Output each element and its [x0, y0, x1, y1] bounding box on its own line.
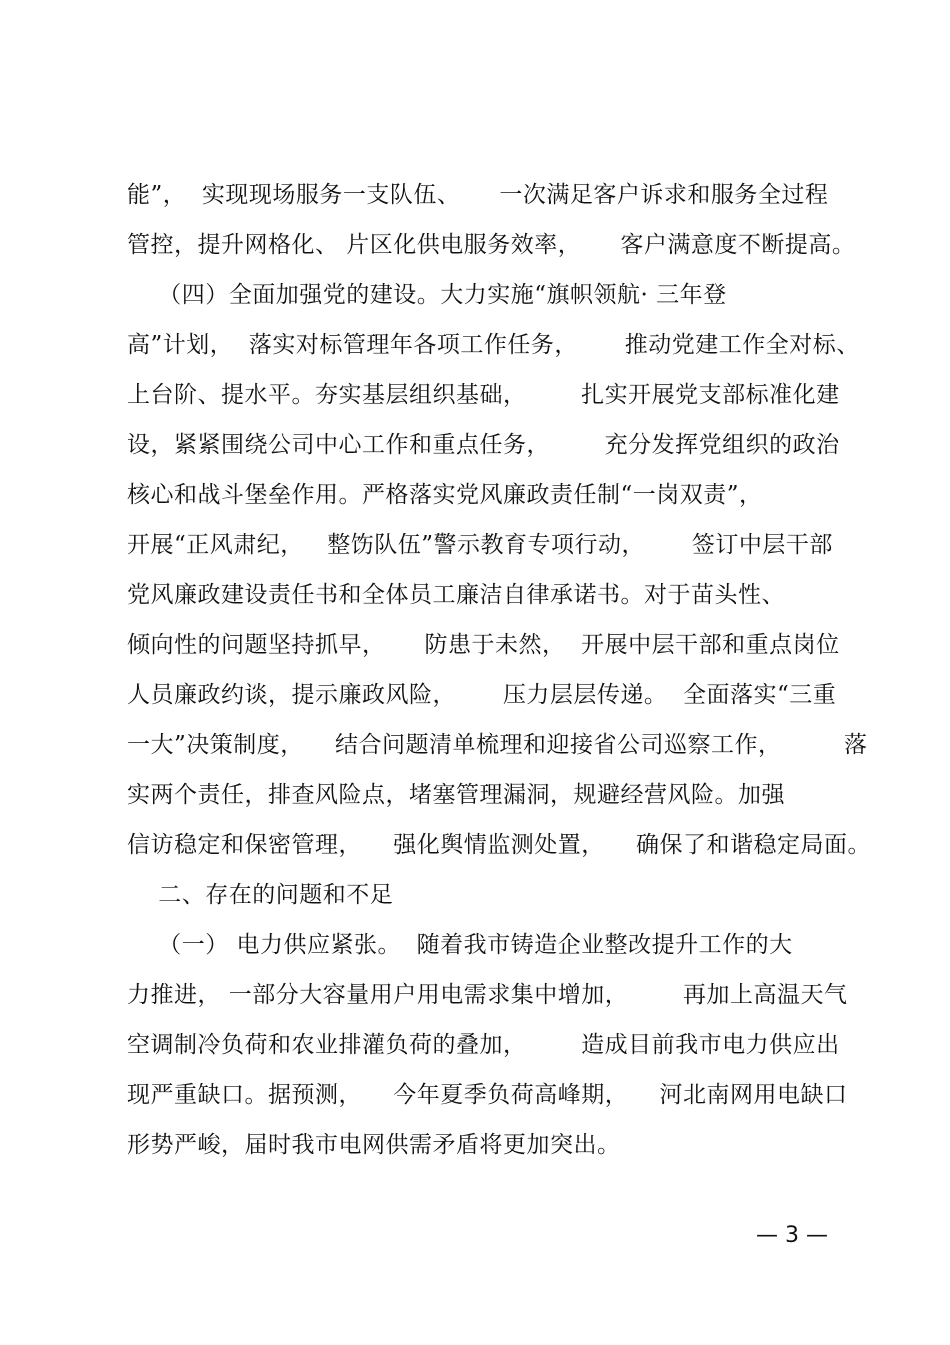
text-line: 倾向性的问题坚持抓早， 防患于未然， 开展中层干部和重点岗位 — [127, 632, 840, 658]
text-line: 现严重缺口。据预测， 今年夏季负荷高峰期， 河北南网用电缺口 — [127, 1082, 848, 1108]
text-line: 人员廉政约谈，提示廉政风险， 压力层层传递。 全面落实“三重 — [127, 682, 837, 708]
text-line: 信访稳定和保密管理， 强化舆情监测处置， 确保了和谐稳定局面。 — [127, 832, 871, 858]
text-line: 能”， 实现现场服务一支队伍、 一次满足客户诉求和服务全过程 — [127, 182, 829, 208]
text-line: 上台阶、提水平。夯实基层组织基础， 扎实开展党支部标准化建 — [127, 382, 840, 408]
text-line: 实两个责任，排查风险点，堵塞管理漏洞，规避经营风险。加强 — [127, 782, 785, 808]
section-heading-line: 二、存在的问题和不足 — [127, 882, 394, 908]
text-line: 高”计划， 落实对标管理年各项工作任务， 推动党建工作全对标、 — [127, 332, 860, 358]
text-line: 力推进， 一部分大容量用户用电需求集中增加， 再加上高温天气 — [127, 982, 848, 1008]
page-number: — 3 — — [756, 1223, 828, 1248]
text-line: 党风廉政建设责任书和全体员工廉洁自律承诺书。对于苗头性、 — [127, 582, 785, 608]
text-line: 设，紧紧围绕公司中心工作和重点任务， 充分发挥党组织的政治 — [127, 432, 840, 458]
text-line: 形势严峻，届时我市电网供需矛盾将更加突出。 — [127, 1132, 621, 1158]
text-line: 核心和战斗堡垒作用。严格落实党风廉政责任制“一岗双责”， — [127, 482, 763, 508]
text-line: 空调制冷负荷和农业排灌负荷的叠加， 造成目前我市电力供应出 — [127, 1032, 840, 1058]
text-line: 一大”决策制度， 结合问题清单梳理和迎接省公司巡察工作， 落 — [127, 732, 868, 758]
text-line: 管控，提升网格化、 片区化供电服务效率， 客户满意度不断提高。 — [127, 232, 856, 258]
subsection-heading-line: （一） 电力供应紧张。 随着我市铸造企业整改提升工作的大 — [127, 932, 793, 958]
text-line: 开展“正风肃纪， 整饬队伍”警示教育专项行动， 签订中层干部 — [127, 532, 833, 558]
section-heading-line: （四）全面加强党的建设。大力实施“旗帜领航· 三年登 — [127, 282, 727, 308]
